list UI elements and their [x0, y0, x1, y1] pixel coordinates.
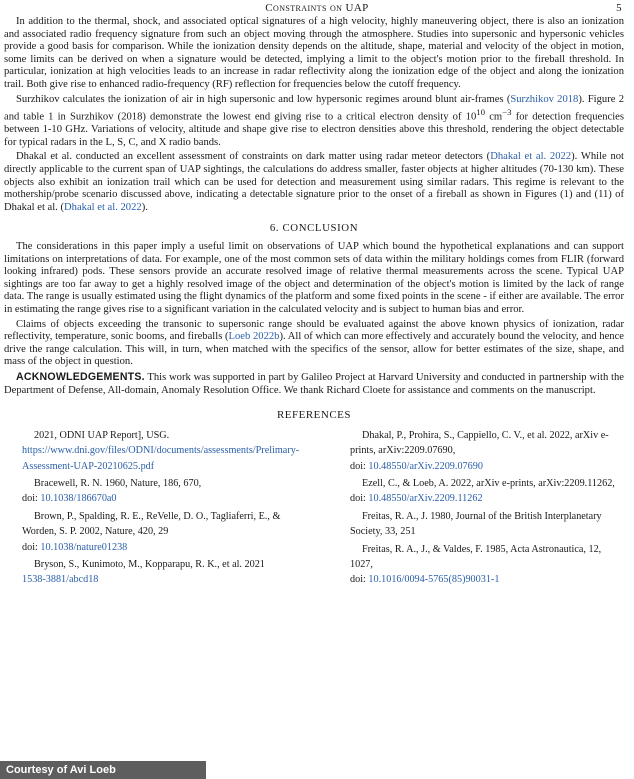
paragraph-conclusion-1: The considerations in this paper imply a useful limit on observations of UAP which bound the hypothetical explanations and can support limitations on interpretations of data. For example, one of the most common sets of data within the military holdings comes from FLIR (forward looking infrared) pods. These sensors provide an accurate resolved image of relative thermal measurements across the scene. Typical UAP sightings are too far away to get a highly resolved image of the object and determination of the object's motion is limited by the lack of range data. The range is usually estimated using the flight dynamics of the platform and some fixed points in the scene - if either are available. The error in estimating the range gives rise to a significant variation in the calculated velocity and is subject to human bias and error. [4, 241, 624, 315]
superscript: −3 [502, 107, 512, 118]
reference-text: Brown, P., Spalding, R. E., ReVelle, D. O., Tagliaferri, E., & Worden, S. P. 2002, Nature, 420, 29 [22, 510, 281, 538]
reference-doi[interactable]: 10.48550/arXiv.2209.11262 [368, 493, 483, 505]
reference-item [4, 557, 300, 588]
reference-text: Bryson, S., Kunimoto, M., Kopparapu, R. K., et al. 2021 [34, 559, 265, 570]
reference-item [4, 428, 300, 474]
page-number: 5 [616, 2, 622, 14]
paragraph-surzhikov [4, 94, 624, 150]
text-run: Surzhikov calculates the ionization of air in high supersonic and low hypersonic regimes around blunt air-frames ( [16, 93, 511, 105]
doi-label: doi: [22, 493, 41, 505]
reference-item [332, 542, 624, 588]
doi-label: doi: [350, 460, 369, 472]
citation-link[interactable]: Dhakal et al. 2022 [490, 151, 572, 163]
text-run: Dhakal et al. conducted an excellent assessment of constraints on dark matter using radar meteor detectors ( [16, 151, 491, 163]
text-run: ). While not directly applicable to the current span of UAP sightings, the calculations do address smaller, faster objects at higher altitudes (70-130 km). These objects also exhibit an ionization trail which can be used for detection and measurement using similar radars. This regime is relevant to the mothership/probe scenario discussed above, indicating a detectable signature prior to the onset of a fireball as shown in Figures (1) and (11) of Dhakal et al. ( [4, 151, 624, 213]
reference-doi[interactable]: 10.1038/186670a0 [40, 493, 117, 505]
references-left-column [4, 428, 300, 590]
reference-item [4, 476, 300, 507]
reference-text: Bracewell, R. N. 1960, Nature, 186, 670, [34, 477, 202, 489]
reference-doi[interactable]: 10.1016/0094-5765(85)90031-1 [368, 574, 500, 586]
reference-doi[interactable]: 1538-3881/abcd18 [22, 574, 99, 586]
reference-text: Ezell, C., & Loeb, A. 2022, arXiv e-prints, arXiv:2209.11262, doi: [350, 477, 615, 505]
reference-text: Dhakal, P., Prohira, S., Cappiello, C. V., et al. 2022, arXiv e-prints, arXiv:2209.07690, [350, 429, 609, 457]
page-body [4, 16, 624, 590]
reference-doi[interactable]: 10.48550/arXiv.2209.07690 [368, 460, 483, 472]
citation-link[interactable]: Dhakal et al. 2022 [64, 201, 142, 213]
text-run: cm [485, 111, 503, 123]
paragraph-dhakal [4, 151, 624, 214]
reference-item [4, 509, 300, 555]
reference-url[interactable]: https://www.dni.gov/files/ODNI/documents/assessments/Prelimary-Assessment-UAP-20210625.pdf [22, 445, 300, 472]
running-header [0, 2, 634, 16]
reference-item [332, 509, 624, 540]
reference-text: Freitas, R. A., J. 1980, Journal of the British Interplanetary Society, 33, 251 [350, 510, 602, 538]
acknowledgements-text: This work was supported in part by Galileo Project at Harvard University and conducted in partnership with the Department of Defense, All-domain, Anomaly Resolution Office. We thank Richard Cloete for assistance and comments on the manuscript. [4, 371, 624, 396]
references-list [4, 428, 624, 590]
reference-text: 2021, ODNI UAP Report], USG. [34, 429, 170, 441]
references-right-column [332, 428, 624, 590]
reference-doi[interactable]: 10.1038/nature01238 [40, 541, 128, 553]
reference-item [332, 428, 624, 474]
superscript: 10 [476, 107, 486, 118]
doi-label: doi: [350, 574, 369, 586]
doi-label: doi: [22, 541, 41, 553]
section-heading-conclusion: 6. CONCLUSION [269, 222, 359, 235]
photo-credit-overlay: Courtesy of Avi Loeb [0, 761, 206, 779]
acknowledgements [4, 371, 624, 397]
text-run: ). [141, 201, 148, 213]
references-heading: REFERENCES [276, 409, 352, 422]
reference-item [332, 476, 624, 507]
text-run: ). All of which can more effectively and accurately bound the velocity, and hence drive the range calculation. This will, in turn, when matched with the specifics of the sensor, allow for better estimates of the size, shape, and mass of the object in question. [4, 331, 624, 368]
running-title: Constraints on UAP [265, 2, 369, 14]
paragraph-conclusion-2 [4, 319, 624, 369]
citation-link[interactable]: Loeb 2022b [228, 331, 280, 343]
paragraph-rf-signature: In addition to the thermal, shock, and associated optical signatures of a high velocity, highly maneuvering object, there is also an ionization and associated radio frequency signature from such an object moving through the atmosphere. Studies into supersonic and hypersonic vehicles provide a good basis for comparison. While the ionization density depends on the altitude, shape, material and velocity of the object in motion, some limits can be derived on when a signature would be detected, implying a limit to the object's motion prior to the fireball threshold. In particular, ionization at high velocities leads to an increase in radar reflectivity along the ionization edge of the object and along the ionization trail. Both give rise to enhanced radio-frequency (RF) reflection for frequencies below the cutoff frequency. [4, 16, 624, 90]
citation-link[interactable]: Surzhikov 2018 [510, 93, 579, 105]
text-run: Claims of objects exceeding the transonic to supersonic range should be evaluated against the above known physics of ionization, radar reflectivity, temperature, sonic booms, and fireballs ( [4, 318, 624, 343]
text-run: for detection frequencies between 1-10 GHz. Variations of velocity, altitude and shape give rise to electron densities above this threshold, rendering the object detectable for typical radars in the L, S, C, and X radio bands. [4, 111, 624, 148]
acknowledgements-heading: ACKNOWLEDGEMENTS. [16, 370, 145, 383]
reference-text: Freitas, R. A., J., & Valdes, F. 1985, Acta Astronautica, 12, 1027, [350, 543, 602, 570]
text-run: ). Figure 2 and table 1 in Surzhikov (2018) demonstrate the lowest end giving rise to a critical electron density of 10 [4, 93, 625, 123]
